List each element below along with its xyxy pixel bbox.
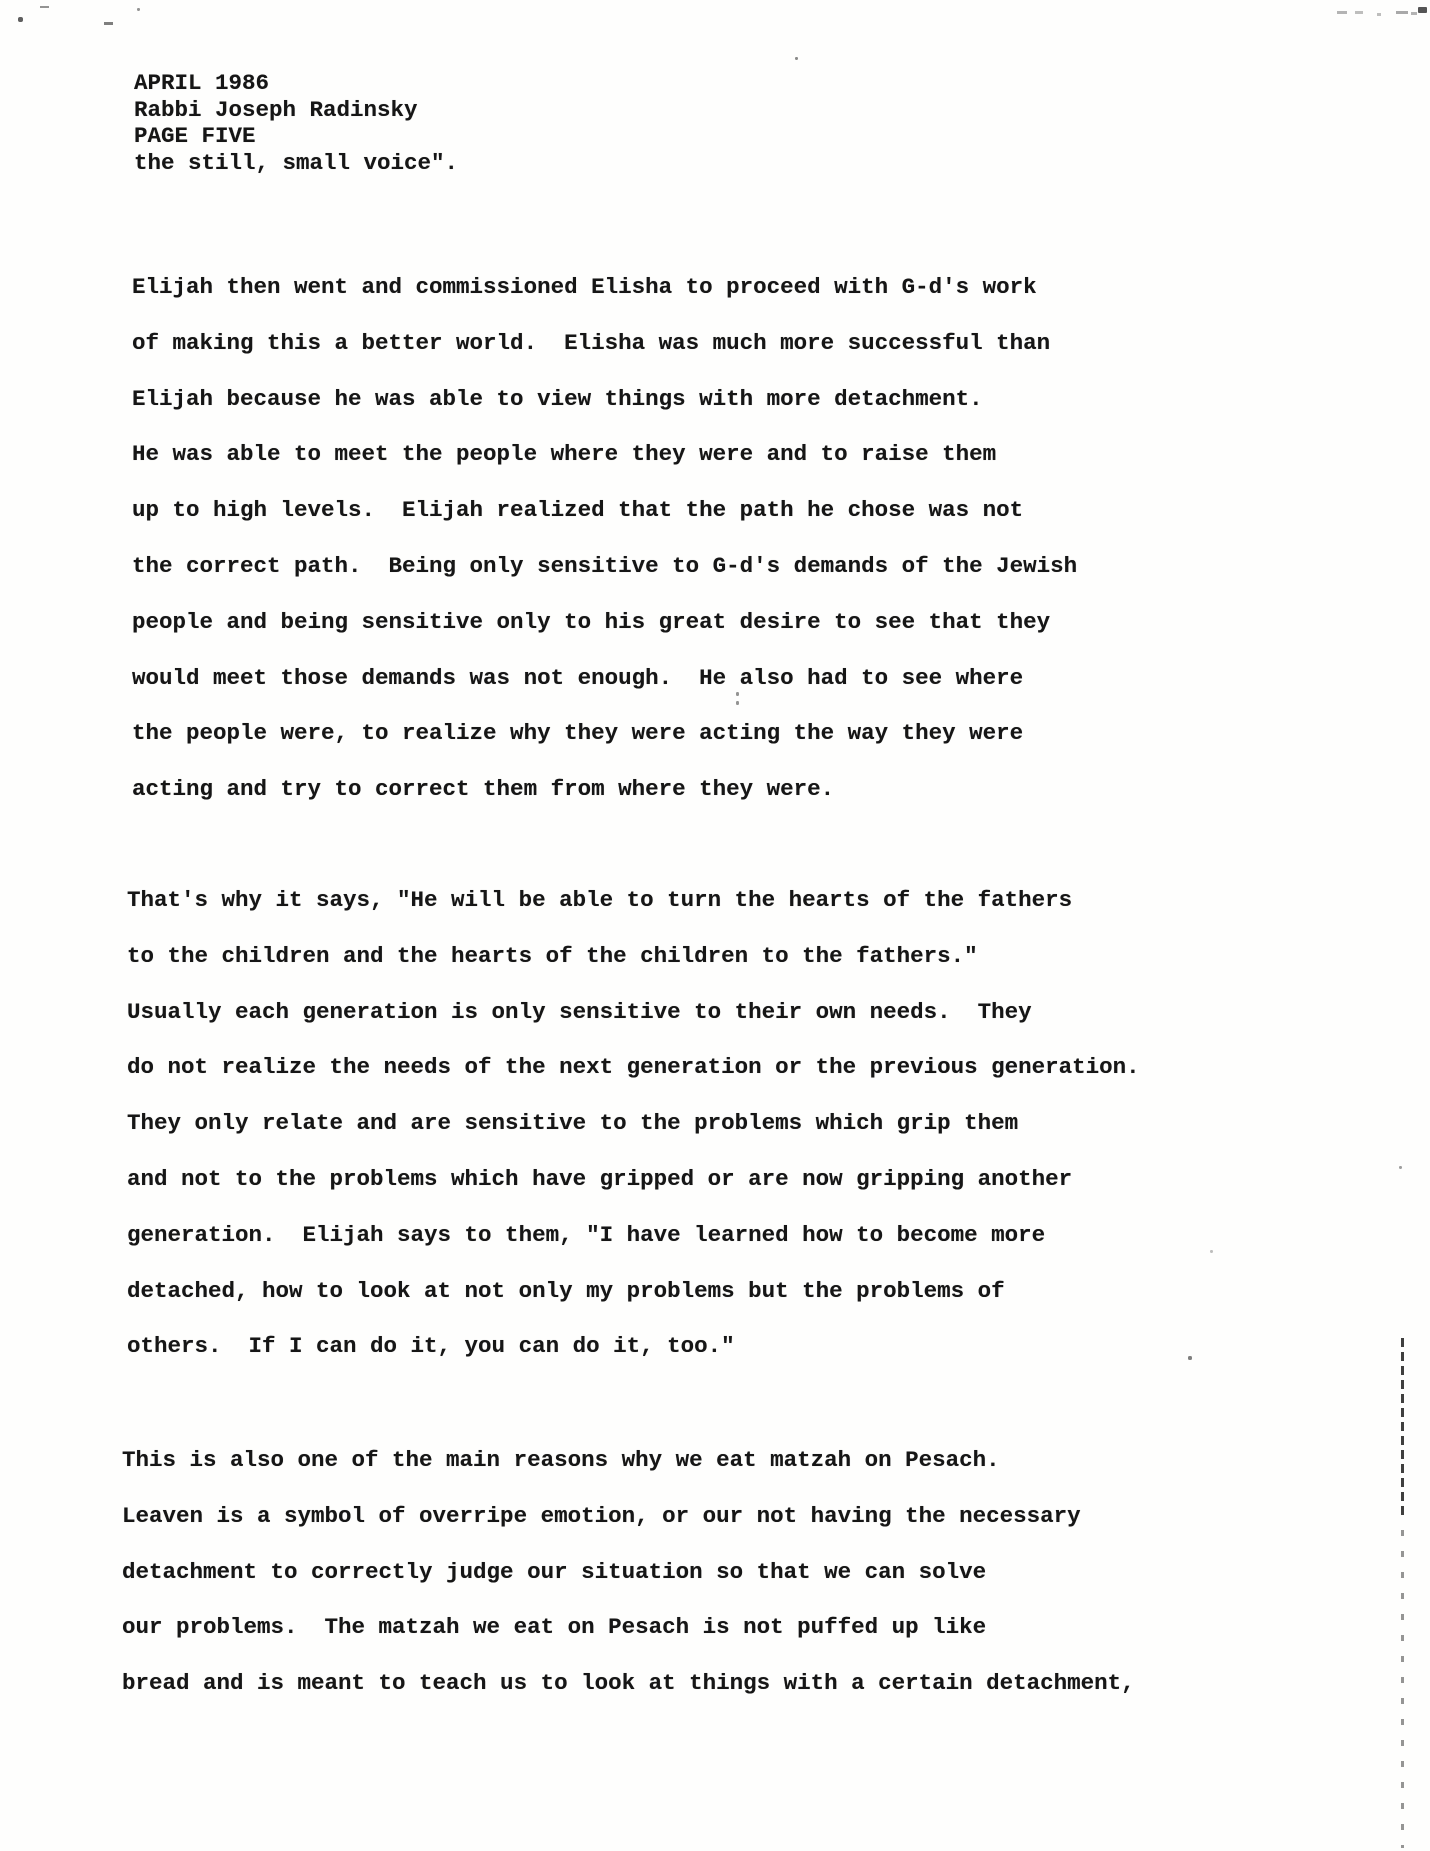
scan-speck — [1399, 1166, 1402, 1169]
text-line: Usually each generation is only sensitive to their own needs. They — [127, 998, 1032, 1025]
text-line: bread and is meant to teach us to look at things with a certain detachment, — [122, 1670, 1135, 1697]
scan-speck — [137, 8, 140, 11]
paragraph-3 — [122, 1433, 1135, 1712]
text-line: Elijah because he was able to view things with more detachment. — [132, 385, 983, 412]
header-line-date: APRIL 1986 — [134, 70, 270, 96]
text-line: and not to the problems which have gripped or are now gripping another — [127, 1165, 1073, 1192]
paragraph-1 — [132, 260, 1077, 818]
scan-speck — [1396, 11, 1408, 14]
header-line-page: PAGE FIVE — [134, 123, 256, 149]
scan-speck — [795, 57, 798, 60]
text-line: detached, how to look at not only my problems but the problems of — [127, 1277, 1005, 1304]
text-line: do not realize the needs of the next generation or the previous generation. — [127, 1054, 1140, 1081]
text-line: That's why it says, "He will be able to turn the hearts of the fathers — [127, 887, 1073, 913]
text-line: our problems. The matzah we eat on Pesach is not puffed up like — [122, 1614, 987, 1641]
header-line-carry: the still, small voice". — [134, 149, 459, 176]
scan-speck — [1355, 11, 1363, 14]
text-line: He was able to meet the people where they were and to raise them — [132, 441, 997, 468]
text-line: detachment to correctly judge our situation so that we can solve — [122, 1558, 987, 1585]
scan-speck — [18, 17, 23, 22]
scan-speck — [1337, 11, 1347, 14]
text-line: acting and try to correct them from where they were. — [132, 776, 835, 803]
scan-speck — [1188, 1356, 1192, 1360]
scan-speck — [736, 701, 739, 705]
scan-speck — [40, 6, 49, 8]
text-line: generation. Elijah says to them, "I have learned how to become more — [127, 1221, 1046, 1248]
header-line-author: Rabbi Joseph Radinsky — [134, 96, 418, 123]
scan-vertical-dashed-line — [1401, 1338, 1404, 1520]
text-line: This is also one of the main reasons why we eat matzah on Pesach. — [122, 1447, 1000, 1473]
text-line: would meet those demands was not enough. He also had to see where — [132, 664, 1024, 691]
scan-speck — [1377, 13, 1381, 16]
scan-speck — [736, 692, 739, 696]
text-line: others. If I can do it, you can do it, too." — [127, 1333, 735, 1360]
scan-speck — [104, 22, 113, 25]
text-line: They only relate and are sensitive to the problems which grip them — [127, 1110, 1019, 1137]
text-line: the correct path. Being only sensitive to G-d's demands of the Jewish — [132, 552, 1078, 579]
page-header — [134, 70, 458, 176]
paragraph-2 — [127, 873, 1140, 1375]
scan-speck — [1418, 7, 1427, 13]
text-line: Elijah then went and commissioned Elisha to proceed with G-d's work — [132, 274, 1037, 300]
text-line: up to high levels. Elijah realized that the path he chose was not — [132, 497, 1024, 524]
text-line: to the children and the hearts of the children to the fathers." — [127, 942, 978, 969]
scan-speck — [1210, 1250, 1213, 1253]
scan-speck — [1411, 12, 1417, 15]
text-line: the people were, to realize why they were acting the way they were — [132, 720, 1024, 747]
scan-vertical-dashed-line — [1401, 1530, 1404, 1848]
text-line: of making this a better world. Elisha was much more successful than — [132, 329, 1051, 356]
text-line: Leaven is a symbol of overripe emotion, or our not having the necessary — [122, 1502, 1081, 1529]
text-line: people and being sensitive only to his great desire to see that they — [132, 608, 1051, 635]
